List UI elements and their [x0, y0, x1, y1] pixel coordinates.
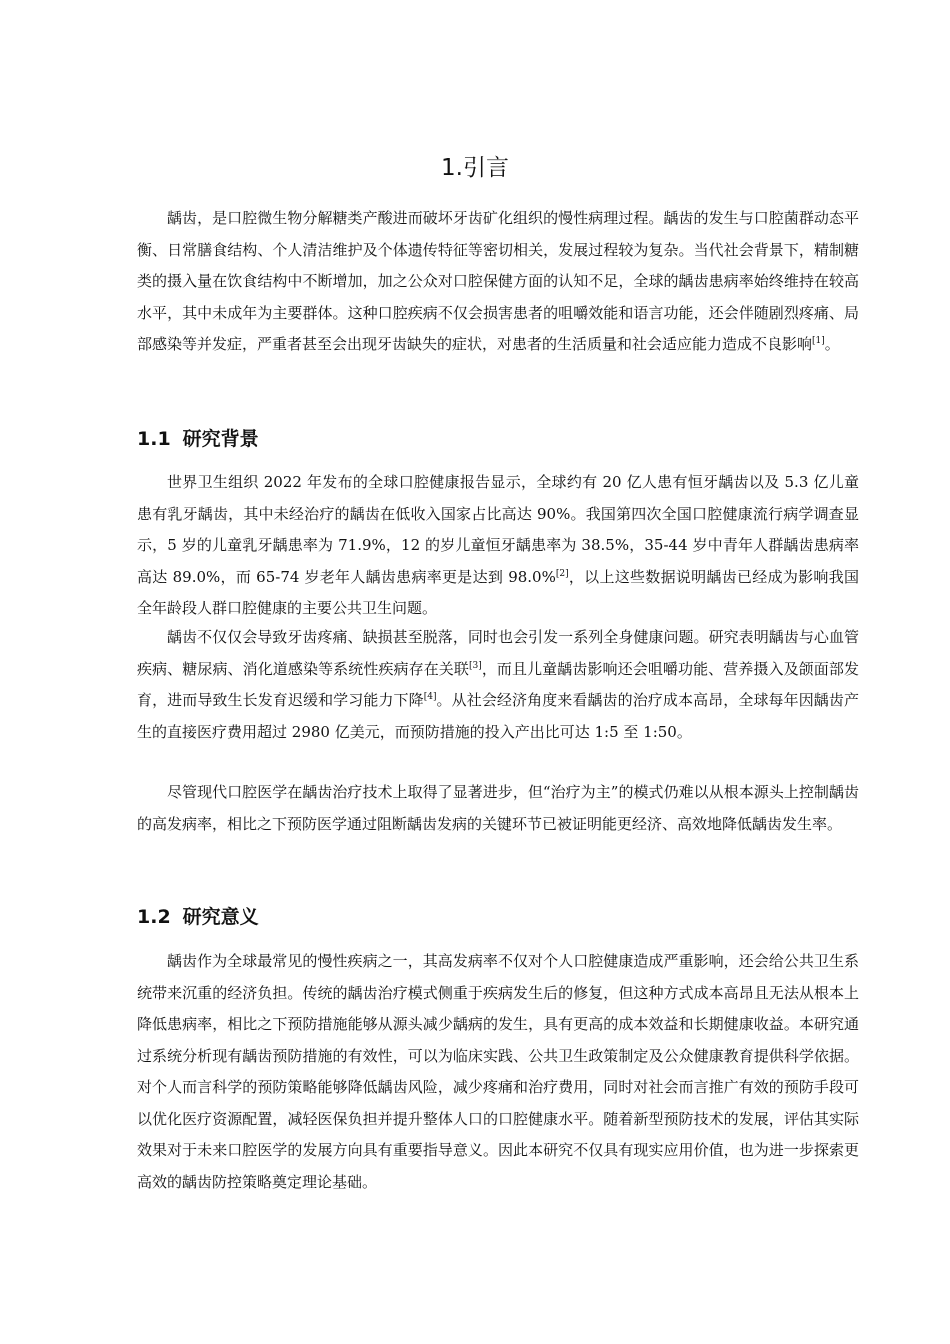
paragraph-text: ，而且儿童龋齿影响还会咀嚼功能、营养摄入及颌面部发育，进而导致生长发育迟缓和学习能力下降	[137, 659, 859, 709]
citation-ref: [3]	[468, 660, 482, 671]
chapter-title: 1.引言	[441, 155, 509, 182]
significance-paragraph: 龋齿作为全球最常见的慢性疾病之一，其高发病率不仅对个人口腔健康造成严重影响，还会给公共卫生系统带来沉重的经济负担。传统的龋齿治疗模式侧重于疾病发生后的修复，但这种方式成本高昂且无法从根本上降低患病率，相比之下预防措施能够从源头减少龋病的发生，具有更高的成本效益和长期健康收益。本研究通过系统分析现有龋齿预防措施的有效性，可以为临床实践、公共卫生政策制定及公众健康教育提供科学依据。对个人而言科学的预防策略能够降低龋齿风险，减少疼痛和治疗费用，同时对社会而言推广有效的预防手段可以优化医疗资源配置，减轻医保负担并提升整体人口的口腔健康水平。随着新型预防技术的发展，评估其实际效果对于未来口腔医学的发展方向具有重要指导意义。因此本研究不仅具有现实应用价值，也为进一步探索更高效的龋齿防控策略奠定理论基础。	[137, 952, 859, 1191]
paragraph-text: 。从社会经济角度来看龋齿的治疗成本高昂，全球每年因龋齿产生的直接医疗费用超过 2980 亿美元，而预防措施的投入产出比可达 1:5 至 1:50。	[137, 691, 859, 741]
paragraph-text: 龋齿不仅仅会导致牙齿疼痛、缺损甚至脱落，同时也会引发一系列全身健康问题。研究表明龋齿与心血管疾病、糖尿病、消化道感染等系统性疾病存在关联	[137, 628, 859, 678]
intro-text: 龋齿，是口腔微生物分解糖类产酸进而破坏牙齿矿化组织的慢性病理过程。龋齿的发生与口腔菌群动态平衡、日常膳食结构、个人清洁维护及个体遗传特征等密切相关，发展过程较为复杂。当代社会背景下，精制糖类的摄入量在饮食结构中不断增加，加之公众对口腔保健方面的认知不足，全球的龋齿患病率始终维持在较高水平，其中未成年为主要群体。这种口腔疾病不仅会损害患者的咀嚼效能和语言功能，还会伴随剧烈疼痛、局部感染等并发症，严重者甚至会出现牙齿缺失的症状，对患者的生活质量和社会适应能力造成不良影响	[137, 209, 859, 353]
section-title: 研究背景	[182, 428, 259, 450]
intro-tail: 。	[824, 335, 840, 353]
background-paragraph-1	[137, 467, 859, 625]
citation-ref: [4]	[423, 692, 437, 702]
background-paragraph-3: 尽管现代口腔医学在龋齿治疗技术上取得了显著进步，但“治疗为主”的模式仍难以从根本源头上控制龋齿的高发病率，相比之下预防医学通过阻断龋齿发病的关键环节已被证明能更经济、高效地降低龋齿发生率。	[137, 783, 859, 833]
paragraph-text: 世界卫生组织 2022 年发布的全球口腔健康报告显示，全球约有 20 亿人患有恒牙龋齿以及 5.3 亿儿童患有乳牙龋齿，其中未经治疗的龋齿在低收入国家占比高达 90%。我国第四次全国口腔健康流行病学调查显示，5 岁的儿童乳牙龋患率为 71.9%，12 的岁儿童恒牙龋患率为 38.5%，35-44 岁中青年人群龋齿患病率高达 89.0%，而 65-74 岁老年人龋齿患病率更是达到 98.0%	[137, 473, 859, 586]
citation-ref: [1]	[812, 336, 825, 346]
paragraph-text: ，以上这些数据说明龋齿已经成为影响我国全年龄段人群口腔健康的主要公共卫生问题。	[137, 567, 859, 617]
section-number: 1.2	[137, 906, 171, 928]
intro-paragraph	[137, 203, 859, 361]
section-heading-1-1	[137, 424, 259, 451]
section-heading-1-2	[137, 902, 259, 929]
citation-ref: [2]	[555, 568, 569, 579]
background-paragraph-2	[137, 622, 859, 748]
section-number: 1.1	[137, 428, 171, 450]
section-title: 研究意义	[182, 906, 259, 928]
